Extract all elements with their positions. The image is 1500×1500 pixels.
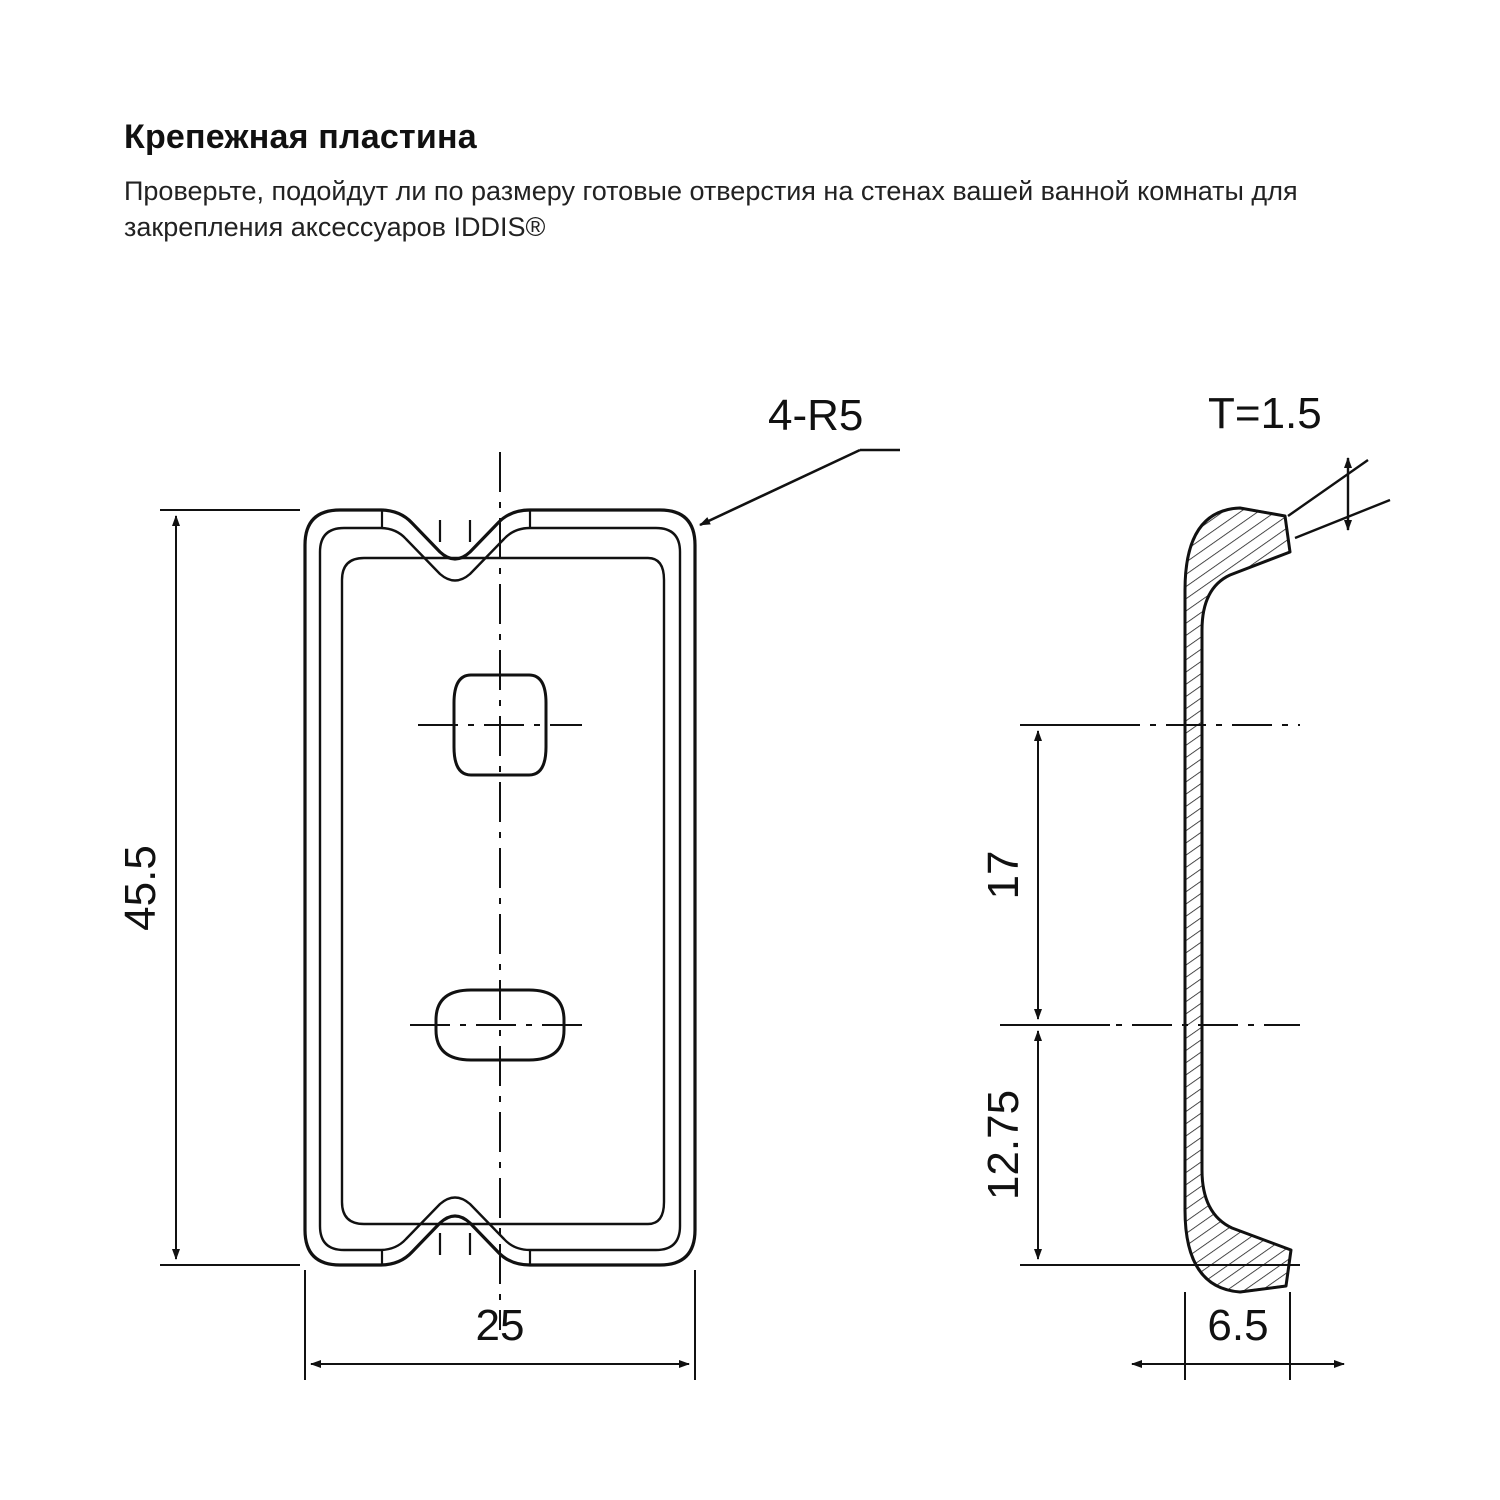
page-subtitle: Проверьте, подойдут ли по размеру готовые отверстия на стенах вашей ванной комнаты для закрепления аксессуаров IDDIS® bbox=[124, 176, 1298, 243]
plate-inner-recess bbox=[342, 558, 664, 1224]
dim-depth: 6.5 bbox=[1207, 1301, 1269, 1350]
notch-detail-lines bbox=[382, 510, 530, 1265]
dim-17-group bbox=[1020, 725, 1110, 1019]
dim-1275-group bbox=[1020, 1025, 1110, 1259]
side-view-group bbox=[979, 389, 1390, 1380]
dim-upper-hole: 17 bbox=[979, 850, 1028, 900]
dim-thickness: T=1.5 bbox=[1208, 389, 1322, 438]
corner-radius-leader bbox=[700, 450, 900, 525]
page-title: Крепежная пластина bbox=[124, 118, 477, 156]
drawing-area bbox=[0, 330, 1500, 1500]
dim-width: 25 bbox=[475, 1301, 525, 1350]
thickness-leader bbox=[1288, 458, 1390, 538]
dim-height: 45.5 bbox=[116, 845, 165, 931]
dim-corner-radius: 4-R5 bbox=[768, 391, 864, 440]
front-view-group bbox=[116, 391, 900, 1380]
dim-lower-hole: 12.75 bbox=[979, 1089, 1028, 1201]
height-dimension bbox=[160, 510, 300, 1265]
header bbox=[124, 118, 1394, 246]
engineering-drawing-svg bbox=[0, 330, 1500, 1500]
